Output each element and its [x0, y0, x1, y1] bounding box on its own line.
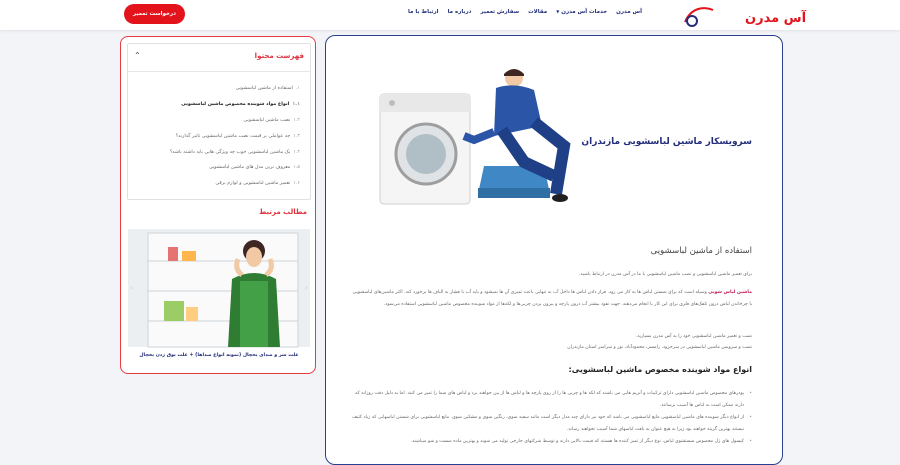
- toc-item-label: انواع مواد شوینده مخصوص ماشین لباسشویی: [181, 102, 290, 108]
- toc-item-label: استفاده از ماشین لباسشویی: [235, 86, 293, 92]
- toc-list: [128, 72, 310, 192]
- list-item: • پودرهای مخصوص ماشین لباسشویی دارای ترکیبات و آنزیم هایی می باشند که لکه ها و چربی ها را از روی پارچه ها و لباس ها از بین خواهند برد و لباس های شما را تمیز می کنند. اما به دلیل دقت روزانه که دارند ممکن است به لباس ها آسیب برسانند.: [352, 388, 752, 412]
- toc-item[interactable]: [134, 81, 300, 97]
- service-note-line-1: نصب و تعمیر ماشین لباسشویی خود را به آس مدرن بسپارید.: [635, 334, 752, 339]
- repair-request-button[interactable]: درخواست تعمیر: [124, 4, 185, 24]
- section-title: استفاده از ماشین لباسشویی: [650, 246, 752, 256]
- toc-item[interactable]: [134, 144, 300, 160]
- service-note-line-2: نصب و سرویس ماشین لباسشویی در سرخرود، رامسر، محمودآباد، نور و سراسر استان مازندران: [567, 345, 752, 350]
- toc-item[interactable]: [134, 176, 300, 192]
- toc-item[interactable]: [134, 97, 300, 113]
- toc-item-label: معروف ترین مدل های ماشین لباسشویی: [208, 165, 291, 171]
- toc-item-number: ۱.۳: [293, 133, 300, 139]
- top-header: [0, 0, 900, 30]
- technician-washing-machine-image: [374, 66, 574, 216]
- slider-next-icon[interactable]: ›: [304, 283, 308, 292]
- toc-item-number: ۱.۵: [293, 165, 300, 171]
- related-posts-title: مطالب مرتبط: [259, 208, 307, 216]
- fridge-woman-illustration: [128, 229, 310, 347]
- article-hero-title: سرویسکار ماشین لباسشویی مازندران: [581, 137, 752, 147]
- toc-item-label: یک ماشین لباسشویی خوب چه ویژگی هایی باید داشته باشد؟: [169, 149, 291, 155]
- toc-item-number: ۱.۲: [293, 117, 300, 123]
- nav-item-services[interactable]: [556, 9, 607, 15]
- toc-item[interactable]: [134, 113, 300, 129]
- nav-item-contact[interactable]: ارتباط با ما: [407, 9, 439, 15]
- related-post-caption[interactable]: علت سر و صدای یخچال (نمونه انواع صداها) + علت بوق زدن یخچال: [139, 353, 299, 358]
- main-article: [325, 35, 783, 465]
- toc-title: فهرست محتوا: [254, 52, 304, 60]
- list-item: • کپسول های ژل مخصوص شستشوی لباس، نوع دیگر از تمیز کننده ها هستند که قیمت بالایی دارند و توسط شرکتهای خارجی تولید می شوند و بهترین ماده شست و شو میباشند.: [352, 436, 752, 448]
- article-paragraph: [352, 287, 752, 311]
- toc-item-label: تعمیر ماشین لباسشویی و لوازم برقی: [215, 181, 291, 187]
- nav-item-home[interactable]: آس مدرن: [616, 9, 642, 15]
- nav-item-articles[interactable]: مقالات: [528, 9, 548, 15]
- paragraph-text: وسیله است که برای شستن لباس ها به کار می رود. قرار دادن لباس ها داخل آب به تنهایی باعث تمیزی آن ها نمیشود و باید آب با فشار به الیاف ها برخورد کند. اکثر ماشین‌های لباسشویی با چرخاندن لباس درون تلفک‌های فلزی برای این کار یا انجام می‌دهند. جهت نفوذ بیشتر آب درون پارچه و بیرون بردن چربی‌ها و لکه‌ها از مواد شوینده مخصوص ماشین لباسشویی استفاده می‌شود.: [352, 290, 752, 307]
- toc-item-number: ۱.۱: [292, 102, 300, 108]
- nav-item-order[interactable]: سفارش تعمیر: [480, 9, 520, 15]
- slider-prev-icon[interactable]: ‹: [130, 283, 134, 292]
- table-of-contents: [127, 43, 311, 200]
- related-post-image[interactable]: [128, 229, 310, 347]
- keyword-link[interactable]: ماشین لباس شویی: [708, 290, 752, 295]
- toc-item-label: چه عواملی بر قیمت نصب ماشین لباسشویی تاثیر گذارند؟: [175, 133, 291, 139]
- sidebar: [120, 36, 316, 374]
- related-post-card[interactable]: [128, 229, 310, 367]
- list-item: • از انواع دیگر شوینده های ماشین لباسشویی مایع لباسشویی می باشد که خود نیز دارای چند مدل دیگر است مانند سفید شوی، رنگین شوی و مشکین شوی. مایع لباسشویی برای شستن لباسهایی که زیاد کثیف نیستند بهترین گزینه خواهند بود زیرا به هیچ عنوان به بافت لباسهای شما آسیب نخواهند رساند.: [352, 412, 752, 436]
- toc-item[interactable]: [134, 128, 300, 144]
- toc-item-number: ۱.۶: [293, 181, 300, 187]
- main-nav: [408, 9, 642, 15]
- nav-item-services-label: خدمات آس مدرن: [561, 9, 608, 15]
- svg-text:آس مدرن: آس مدرن: [745, 11, 807, 26]
- toc-item-number: ۱.۴: [293, 149, 300, 155]
- nav-item-about[interactable]: درباره ما: [447, 9, 472, 15]
- toc-item-label: نصب ماشین لباسشویی: [243, 117, 291, 123]
- toc-item[interactable]: [134, 160, 300, 176]
- toc-item-number: ۱.: [295, 86, 300, 92]
- detergent-list: [352, 388, 752, 448]
- site-logo[interactable]: [683, 4, 807, 28]
- toc-header[interactable]: [128, 44, 310, 72]
- intro-paragraph: برای تعمیر ماشین لباسشویی و نصب ماشین لباسشویی با ما در آس مدرن در ارتباط باشید.: [578, 272, 752, 277]
- chevron-down-icon: ▼: [556, 9, 560, 14]
- chevron-up-icon[interactable]: ⌃: [134, 51, 141, 60]
- detergents-heading: انواع مواد شوینده مخصوص ماشین لباسشویی:: [568, 365, 752, 374]
